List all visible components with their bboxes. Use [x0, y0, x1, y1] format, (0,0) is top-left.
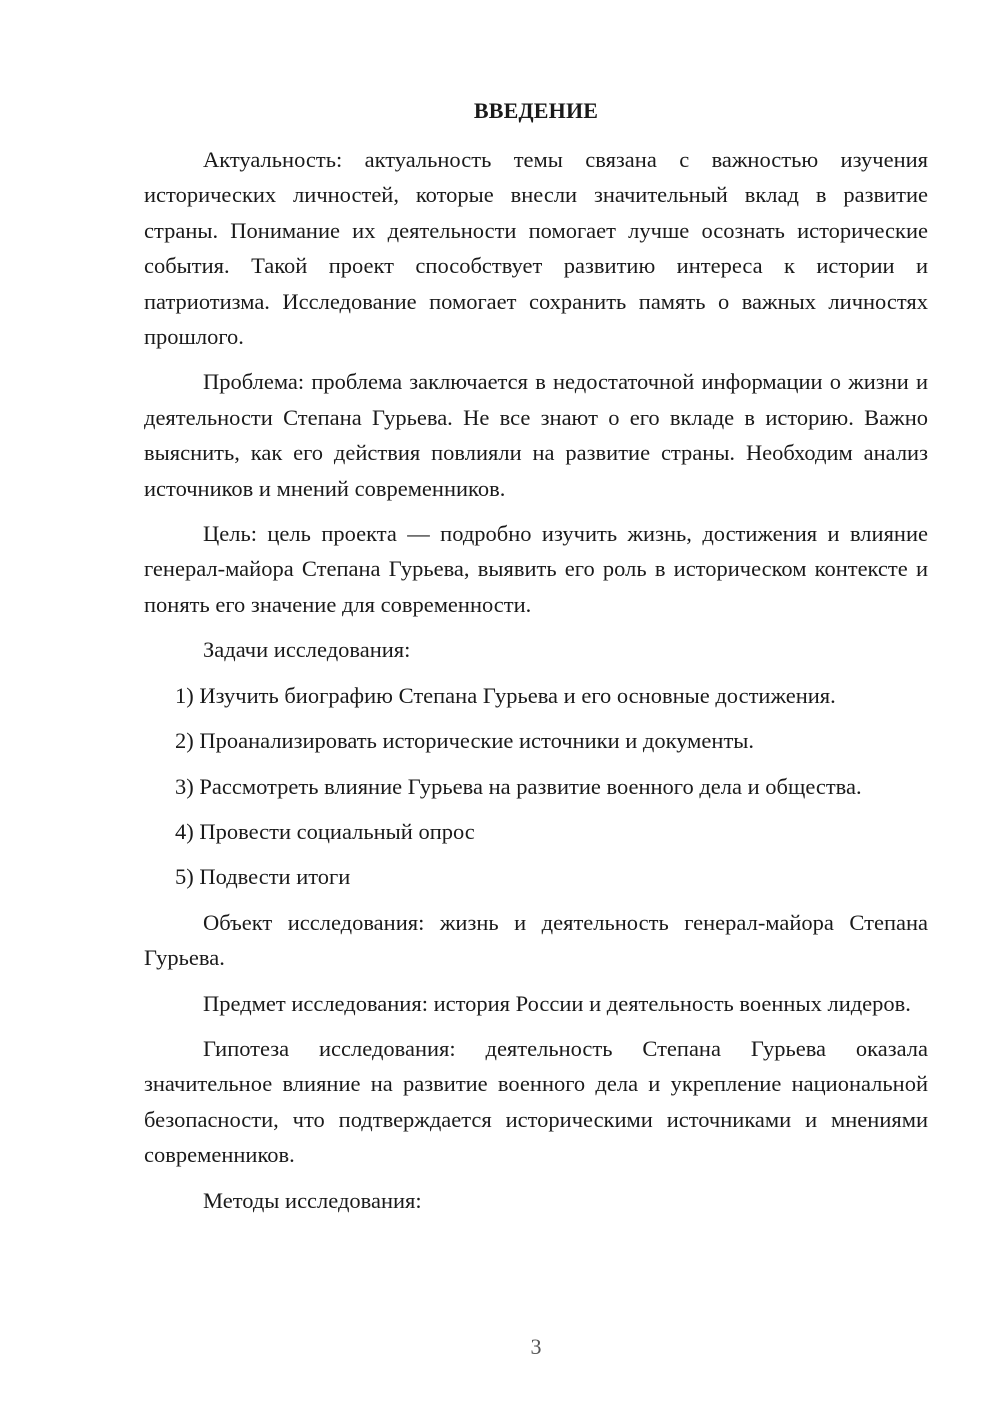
task-item-2: 2) Проанализировать исторические источники и документы. — [175, 728, 755, 754]
section-title: ВВЕДЕНИЕ — [473, 98, 599, 123]
paragraph-object: Объект исследования: жизнь и деятельность генерал-майора Степана Гурьева. — [144, 909, 928, 971]
task-item-3: 3) Рассмотреть влияние Гурьева на развитие военного дела и общества. — [175, 773, 862, 799]
page-number: 3 — [530, 1334, 542, 1359]
paragraph-methods: Методы исследования: — [203, 1187, 422, 1213]
paragraph-subject: Предмет исследования: история России и деятельность военных лидеров. — [203, 990, 911, 1016]
document-body — [144, 142, 928, 1228]
paragraph-relevance: Актуальность: актуальность темы связана с важностью изучения исторических личностей, которые внесли значительный вклад в развитие страны. Понимание их деятельности помогает лучше осознать исторические события. Такой проект способствует развитию интереса к истории и патриотизма. Исследование помогает сохранить память о важных личностях прошлого. — [144, 147, 928, 350]
paragraph-hypothesis: Гипотеза исследования: деятельность Степана Гурьева оказала значительное влияние на развитие военного дела и укрепление национальной безопасности, что подтверждается историческими источниками и мнениями современников. — [144, 1035, 928, 1168]
task-item-1: 1) Изучить биографию Степана Гурьева и его основные достижения. — [175, 682, 836, 708]
task-item-5: 5) Подвести итоги — [175, 864, 351, 890]
paragraph-problem: Проблема: проблема заключается в недостаточной информации о жизни и деятельности Степана Гурьева. Не все знают о его вкладе в историю. Важно выяснить, как его действия повлияли на развитие страны. Необходим анализ источников и мнений современников. — [144, 369, 928, 501]
task-item-4: 4) Провести социальный опрос — [175, 818, 475, 844]
paragraph-goal: Цель: цель проекта — подробно изучить жизнь, достижения и влияние генерал-майора Степана Гурьева, выявить его роль в историческом контексте и понять его значение для современности. — [144, 521, 928, 617]
paragraph-tasks-heading: Задачи исследования: — [203, 637, 411, 663]
